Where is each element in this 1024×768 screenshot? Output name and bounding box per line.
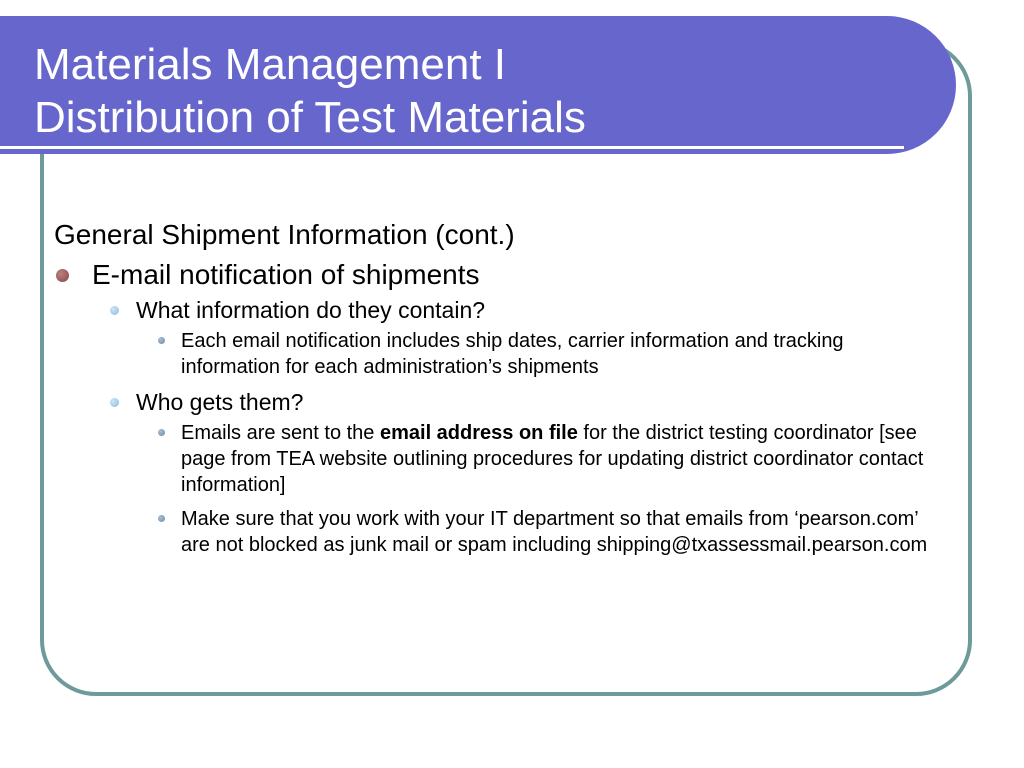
bullet-dot-icon: [110, 398, 119, 407]
slide-title: [34, 38, 586, 144]
slide-body: [54, 218, 954, 566]
bullet-level2: [54, 388, 954, 416]
bullet-dot-icon: [56, 269, 69, 282]
title-underline: [0, 146, 904, 149]
title-bar: [0, 16, 956, 154]
title-line-2: Distribution of Test Materials: [34, 93, 586, 142]
bullet-text-emphasis: email address on file: [379, 422, 578, 444]
bullet-level1: [54, 258, 954, 292]
bullet-dot-icon: [158, 429, 165, 436]
bullet-level3: [54, 506, 941, 558]
title-line-1: Materials Management I: [34, 40, 506, 89]
bullet-dot-icon: [158, 515, 165, 522]
bullet-dot-icon: [110, 306, 119, 315]
bullet-level2: [54, 296, 954, 324]
bullet-text: E-mail notification of shipments: [92, 259, 480, 290]
bullet-text: Each email notification includes ship dates, carrier information and tracking information for each administration’s shipments: [181, 330, 844, 378]
bullet-text-end: for the district testing coordinator [see page from TEA website outlining procedures for updating district coordinator contact information]: [181, 422, 924, 496]
bullet-text-start: Emails are sent to the: [181, 422, 380, 444]
bullet-text: Make sure that you work with your IT department so that emails from ‘pearson.com’ are not blocked as junk mail or spam including shipping@txassessmail.pearson.com: [181, 508, 928, 556]
bullet-text: What information do they contain?: [136, 297, 486, 323]
section-heading: General Shipment Information (cont.): [54, 219, 515, 250]
bullet-level3: [54, 420, 941, 498]
bullet-text: Who gets them?: [136, 389, 304, 415]
bullet-dot-icon: [158, 337, 165, 344]
bullet-level3: [54, 328, 941, 380]
